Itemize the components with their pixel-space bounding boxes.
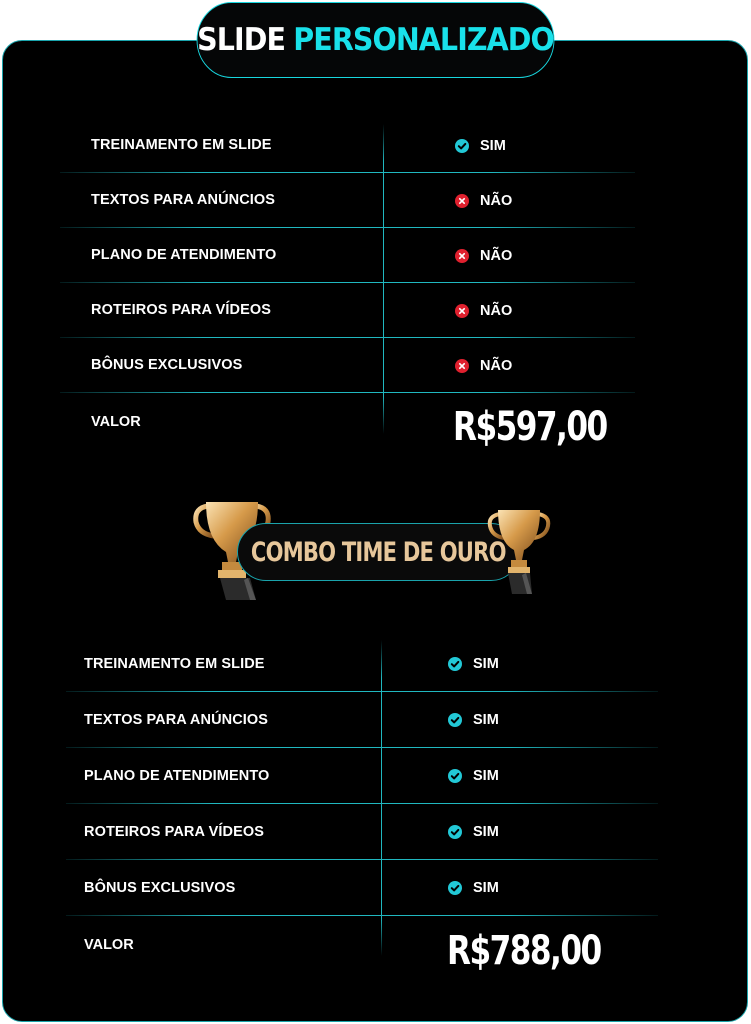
comparison-table-personalizado — [60, 118, 635, 450]
table-row — [60, 338, 635, 393]
row-value — [448, 636, 499, 692]
row-label: ROTEIROS PARA VÍDEOS — [84, 824, 265, 840]
table-row — [60, 118, 635, 173]
combo-title-pill — [237, 523, 520, 581]
table-row — [66, 804, 658, 860]
row-value — [455, 118, 506, 173]
header-title-pill — [197, 2, 555, 78]
table-row — [66, 692, 658, 748]
row-value — [448, 692, 499, 748]
row-label: BÔNUS EXCLUSIVOS — [84, 880, 236, 896]
check-icon — [448, 769, 462, 783]
check-icon — [448, 713, 462, 727]
header-title-accent: PERSONALIZADO — [293, 22, 554, 58]
check-icon — [448, 657, 462, 671]
row-label: BÔNUS EXCLUSIVOS — [91, 357, 243, 373]
row-status: SIM — [473, 712, 499, 728]
row-label: TEXTOS PARA ANÚNCIOS — [91, 192, 276, 208]
table-row — [60, 173, 635, 228]
row-value — [455, 338, 512, 393]
combo-title: COMBO TIME DE OURO — [251, 536, 506, 568]
valor-label: VALOR — [84, 937, 134, 953]
row-status: SIM — [473, 768, 499, 784]
header-title-white: SLIDE — [197, 22, 286, 58]
table-row — [60, 228, 635, 283]
row-label: TREINAMENTO EM SLIDE — [84, 656, 265, 672]
row-value — [448, 804, 499, 860]
price-value: R$788,00 — [447, 928, 601, 974]
comparison-table-combo — [66, 636, 658, 974]
row-value — [455, 228, 512, 283]
check-icon — [455, 139, 469, 153]
row-label: ROTEIROS PARA VÍDEOS — [91, 302, 272, 318]
x-icon — [455, 249, 469, 263]
row-status: SIM — [473, 880, 499, 896]
table-row — [66, 748, 658, 804]
check-icon — [448, 881, 462, 895]
row-label: TREINAMENTO EM SLIDE — [91, 137, 272, 153]
row-label: PLANO DE ATENDIMENTO — [91, 247, 277, 263]
row-value — [455, 173, 512, 228]
row-status: NÃO — [480, 302, 513, 319]
table-row — [66, 860, 658, 916]
x-icon — [455, 359, 469, 373]
row-status: NÃO — [480, 192, 513, 209]
row-status: SIM — [473, 824, 499, 840]
row-value — [448, 860, 499, 916]
x-icon — [455, 304, 469, 318]
table-row — [60, 283, 635, 338]
trophy-icon — [486, 506, 552, 598]
row-label: PLANO DE ATENDIMENTO — [84, 768, 270, 784]
valor-label: VALOR — [91, 414, 141, 430]
price-value: R$597,00 — [453, 404, 607, 450]
row-status: NÃO — [480, 247, 513, 264]
row-status: SIM — [473, 656, 499, 672]
row-label: TEXTOS PARA ANÚNCIOS — [84, 712, 269, 728]
x-icon — [455, 194, 469, 208]
row-value — [448, 748, 499, 804]
row-value — [455, 283, 512, 338]
row-status: NÃO — [480, 357, 513, 374]
table-row — [66, 636, 658, 692]
check-icon — [448, 825, 462, 839]
row-status: SIM — [480, 137, 506, 154]
